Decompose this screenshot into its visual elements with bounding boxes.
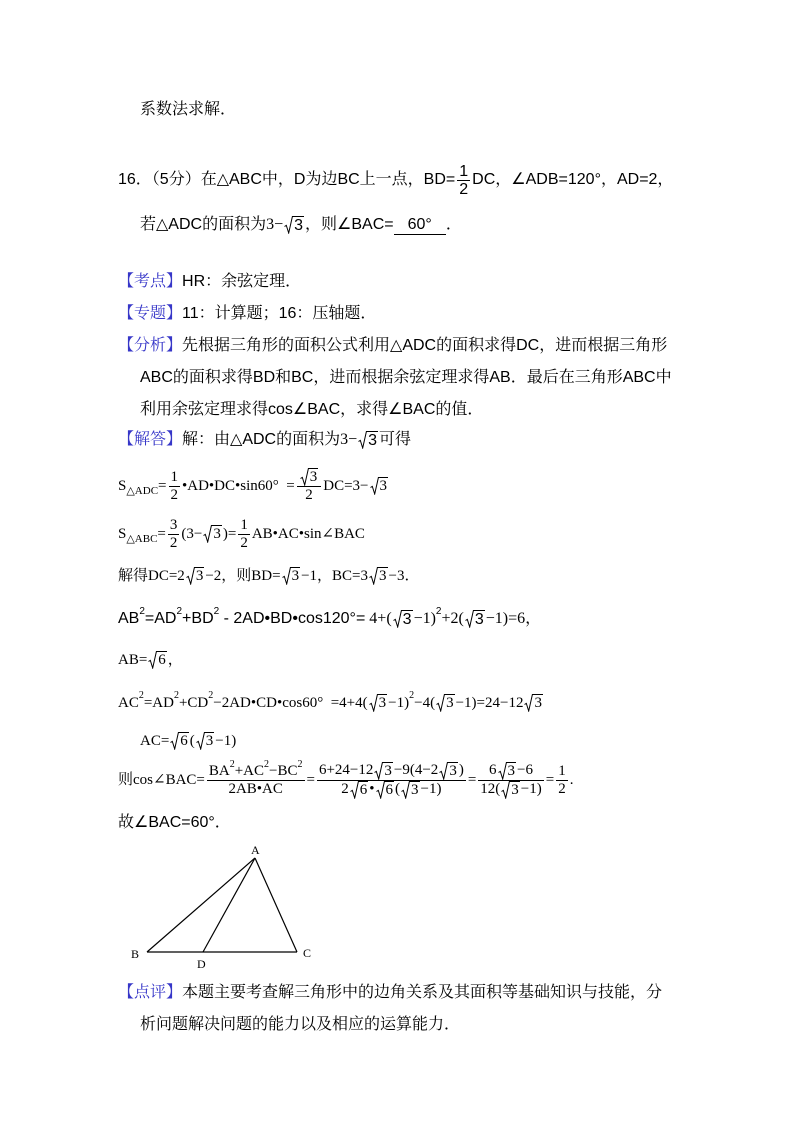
numerator xyxy=(478,762,543,780)
superscript: 2 xyxy=(409,690,415,701)
text-run: −1) xyxy=(520,781,542,797)
section-label: 【专题】 xyxy=(118,305,183,322)
square-root xyxy=(524,694,543,712)
subscript: △ABC xyxy=(126,533,158,545)
text-run: 6+24−12 xyxy=(318,762,374,778)
radical-sign xyxy=(282,567,291,585)
radicand: 3 xyxy=(507,762,516,779)
square-root xyxy=(203,525,222,543)
text-run: 2 xyxy=(459,180,469,198)
solution-step-dc-bd-bc xyxy=(118,554,419,598)
text-run: 解：由△ADC的面积为 xyxy=(182,431,341,448)
denominator xyxy=(317,780,466,799)
superscript: 2 xyxy=(435,606,442,617)
solution-step-area-abc xyxy=(118,512,365,556)
vertex-label-b: B xyxy=(131,947,140,961)
superscript: 2 xyxy=(213,606,220,617)
radical-sign xyxy=(186,567,195,585)
fraction xyxy=(478,762,543,799)
radical-sign xyxy=(374,762,383,780)
text-run: ABC的面积求得BD和BC，进而根据余弦定理求得AB．最后在三角形ABC中 xyxy=(140,369,672,386)
square-root xyxy=(465,610,485,628)
text-run: AC= xyxy=(140,733,170,749)
fraction xyxy=(457,163,470,198)
fraction xyxy=(317,762,466,799)
denominator xyxy=(297,486,322,504)
text-run: 析问题解决问题的能力以及相应的运算能力． xyxy=(140,1016,461,1033)
square-root xyxy=(401,781,420,799)
radicand: 6 xyxy=(385,781,394,798)
triangle-figure xyxy=(120,832,320,972)
radicand: 3 xyxy=(368,432,378,449)
superscript: 2 xyxy=(297,758,303,770)
text-run: 16．（5分）在△ABC中，D为边BC上一点，BD= xyxy=(118,171,456,188)
radical-sign xyxy=(436,694,445,712)
jieda-intro xyxy=(118,418,411,462)
numerator xyxy=(168,517,180,534)
text-run: DC，∠ADB=120°，AD=2， xyxy=(472,171,674,188)
fraction xyxy=(556,763,568,798)
text-run: •AD•DC•sin60° = xyxy=(182,478,295,494)
radicand: 3 xyxy=(378,695,387,711)
text-run: = xyxy=(306,772,315,788)
denominator xyxy=(457,180,470,198)
denominator xyxy=(169,486,181,504)
math-run: −1)=6， xyxy=(485,610,542,627)
radicand: 3 xyxy=(511,781,519,798)
text-run: AC xyxy=(118,695,139,711)
text-run: −6 xyxy=(517,762,533,778)
radicand: 3 xyxy=(379,568,387,584)
radicand: 3 xyxy=(474,611,484,628)
radicand: 3 xyxy=(294,217,304,234)
dianping-line-2 xyxy=(140,1003,460,1047)
radicand: 6 xyxy=(158,652,166,668)
denominator xyxy=(207,780,305,798)
square-root xyxy=(196,732,215,750)
text-run: . xyxy=(569,772,574,788)
text-run: 2AB•AC xyxy=(228,780,283,797)
square-root xyxy=(393,610,413,628)
square-root xyxy=(369,567,388,585)
text-run: DC=3− xyxy=(323,478,369,494)
numerator xyxy=(556,763,568,780)
fraction xyxy=(238,517,250,552)
square-root xyxy=(350,781,369,799)
superscript: 2 xyxy=(229,758,235,770)
numerator xyxy=(317,762,466,780)
text-run: −9(4−2 xyxy=(393,762,439,778)
section-label: 【分析】 xyxy=(118,337,183,354)
text-run: S xyxy=(118,478,127,494)
text-run: 1 xyxy=(459,162,469,180)
superscript: 2 xyxy=(264,758,270,770)
text-run: HR：余弦定理． xyxy=(182,273,302,290)
radical-sign xyxy=(196,732,205,750)
vertex-label-a: A xyxy=(251,843,260,857)
radical-sign xyxy=(370,477,379,495)
text-run: +CD xyxy=(178,695,209,711)
radical-sign xyxy=(358,431,367,449)
segment-ac xyxy=(255,858,297,952)
radical-sign xyxy=(465,610,474,628)
text-run: 则cos∠BAC= xyxy=(118,772,205,788)
square-root xyxy=(148,651,167,669)
text-run: 1 xyxy=(240,516,248,533)
text-run: −2AD•CD•cos60° =4+4( xyxy=(213,695,368,711)
answer-blank: 60° xyxy=(394,216,446,235)
text-run: 6 xyxy=(489,762,497,778)
square-root xyxy=(170,732,189,750)
radical-sign xyxy=(350,781,359,799)
square-root xyxy=(374,762,393,780)
text-run: ． xyxy=(445,216,462,233)
radical-sign xyxy=(439,762,448,780)
text-run: S xyxy=(118,526,127,542)
denominator xyxy=(168,534,180,552)
square-root xyxy=(300,468,319,486)
text-run: ，则∠BAC= xyxy=(305,216,394,233)
text-run: −1)=24−12 xyxy=(455,695,524,711)
text-run: 若△ADC的面积为 xyxy=(140,216,267,233)
text-run: - 2AD•BD•cos120°= xyxy=(219,610,366,627)
problem-statement-line-1 xyxy=(118,158,673,202)
math-run: 3− xyxy=(266,216,284,233)
radical-sign xyxy=(300,468,309,486)
text-run: −1) xyxy=(215,733,237,749)
square-root xyxy=(439,762,458,780)
radical-sign xyxy=(401,781,410,799)
text-run: −BC xyxy=(269,762,298,779)
radical-sign xyxy=(501,781,510,799)
text-run: 故∠BAC=60°． xyxy=(118,814,231,831)
problem-statement-line-2 xyxy=(140,203,462,247)
text-run: 11：计算题；16：压轴题． xyxy=(182,305,377,322)
text-run: 1 xyxy=(558,762,566,779)
radicand: 3 xyxy=(446,695,454,711)
text-run: = xyxy=(158,478,167,494)
text-run: −3． xyxy=(388,568,420,584)
math-run: +2( xyxy=(441,610,464,627)
subscript: △ADC xyxy=(126,485,159,497)
radical-sign xyxy=(498,762,507,780)
square-root xyxy=(498,762,517,780)
vertex-label-c: C xyxy=(303,946,312,960)
radicand: 3 xyxy=(402,611,412,628)
radical-sign xyxy=(148,651,157,669)
radical-sign xyxy=(376,781,385,799)
denominator xyxy=(238,534,250,552)
solution-step-ac xyxy=(140,719,236,763)
math-run: −1) xyxy=(413,610,436,627)
square-root xyxy=(186,567,205,585)
numerator xyxy=(297,468,322,486)
math-run: 4+( xyxy=(365,610,392,627)
text-run: • xyxy=(369,781,375,797)
radicand: 3 xyxy=(411,781,419,798)
square-root xyxy=(370,477,389,495)
fraction xyxy=(297,468,322,504)
text-run: 1 xyxy=(170,468,178,485)
text-run: 可得 xyxy=(379,431,412,448)
square-root xyxy=(436,694,455,712)
text-run: 本题主要考查解三角形中的边角关系及其面积等基础知识与技能，分 xyxy=(182,984,663,1001)
section-label: 【考点】 xyxy=(118,273,183,290)
text-run: = xyxy=(467,772,477,788)
numerator xyxy=(457,163,470,180)
text-run: )= xyxy=(222,526,237,542)
fraction xyxy=(168,517,180,552)
text-run: +AC xyxy=(234,762,265,779)
radical-sign xyxy=(203,525,212,543)
superscript: 2 xyxy=(173,690,179,701)
text-run: 系数法求解． xyxy=(140,101,237,118)
radicand: 3 xyxy=(309,469,318,485)
text-run: 2 xyxy=(170,486,178,503)
radical-sign xyxy=(393,610,402,628)
superscript: 2 xyxy=(208,690,214,701)
segment-ab xyxy=(147,858,255,952)
text-run: = xyxy=(157,526,166,542)
text-run: −4( xyxy=(414,695,436,711)
text-run: 2 xyxy=(341,781,349,797)
text-run: ( xyxy=(189,733,195,749)
text-run: 2 xyxy=(169,534,178,551)
math-run: 3− xyxy=(340,431,358,448)
text-run: 先根据三角形的面积公式利用△ADC的面积求得DC，进而根据三角形 xyxy=(182,337,668,354)
text-run: AB= xyxy=(118,652,148,668)
superscript: 2 xyxy=(139,606,145,617)
text-run: 2 xyxy=(558,780,566,797)
solution-step-ab xyxy=(118,638,183,682)
radical-sign xyxy=(369,567,378,585)
text-run: ) xyxy=(458,762,464,778)
superscript: 2 xyxy=(138,690,144,701)
radicand: 3 xyxy=(195,568,204,584)
radicand: 3 xyxy=(379,478,387,494)
denominator xyxy=(556,780,568,798)
radicand: 3 xyxy=(534,695,542,711)
text-run: −2，则BD= xyxy=(205,568,281,584)
text-run: 解得DC=2 xyxy=(118,568,185,584)
radicand: 3 xyxy=(384,762,392,779)
radicand: 3 xyxy=(205,733,214,749)
text-run: = xyxy=(545,772,555,788)
text-run: ( xyxy=(395,781,401,797)
section-label: 【解答】 xyxy=(118,431,183,448)
numerator xyxy=(238,517,250,534)
text-run: =AD xyxy=(144,610,177,627)
superscript: 2 xyxy=(176,606,183,617)
text-run: 12( xyxy=(480,781,501,797)
numerator xyxy=(169,469,181,486)
previous-solution-tail xyxy=(140,88,236,132)
radicand: 3 xyxy=(213,526,221,542)
denominator xyxy=(478,780,543,799)
radicand: 3 xyxy=(449,762,457,779)
square-root xyxy=(358,431,378,449)
section-label: 【点评】 xyxy=(118,984,183,1001)
text-run: −1) xyxy=(420,781,442,797)
radicand: 6 xyxy=(359,781,368,798)
radical-sign xyxy=(369,694,378,712)
square-root xyxy=(282,567,301,585)
solution-step-cos-bac xyxy=(118,758,573,802)
segment-ad xyxy=(203,858,255,952)
radical-sign xyxy=(170,732,179,750)
fraction xyxy=(207,758,305,798)
text-run: ， xyxy=(167,652,183,668)
square-root xyxy=(501,781,520,799)
square-root xyxy=(284,216,304,234)
text-run: 2 xyxy=(305,487,313,503)
text-run: BA xyxy=(208,762,230,779)
radicand: 3 xyxy=(291,568,300,584)
text-run: 利用余弦定理求得cos∠BAC，求得∠BAC的值． xyxy=(140,401,484,418)
solution-step-ab-squared xyxy=(118,597,541,641)
vertex-label-d: D xyxy=(197,957,206,971)
text-run: 3 xyxy=(169,516,178,533)
text-run: AB•AC•sin∠BAC xyxy=(251,526,365,542)
radical-sign xyxy=(284,216,293,234)
text-run: −1，BC=3 xyxy=(301,568,369,584)
fraction xyxy=(169,469,181,504)
radicand: 6 xyxy=(180,733,188,749)
radical-sign xyxy=(524,694,533,712)
text-run: −1) xyxy=(388,695,410,711)
square-root xyxy=(369,694,388,712)
text-run: +BD xyxy=(182,610,214,627)
text-run: 2 xyxy=(240,534,248,551)
square-root xyxy=(376,781,395,799)
solution-step-area-adc xyxy=(118,464,389,508)
numerator xyxy=(207,758,305,780)
text-run: (3− xyxy=(181,526,203,542)
text-run: AB xyxy=(118,610,140,627)
text-run: =AD xyxy=(143,695,174,711)
